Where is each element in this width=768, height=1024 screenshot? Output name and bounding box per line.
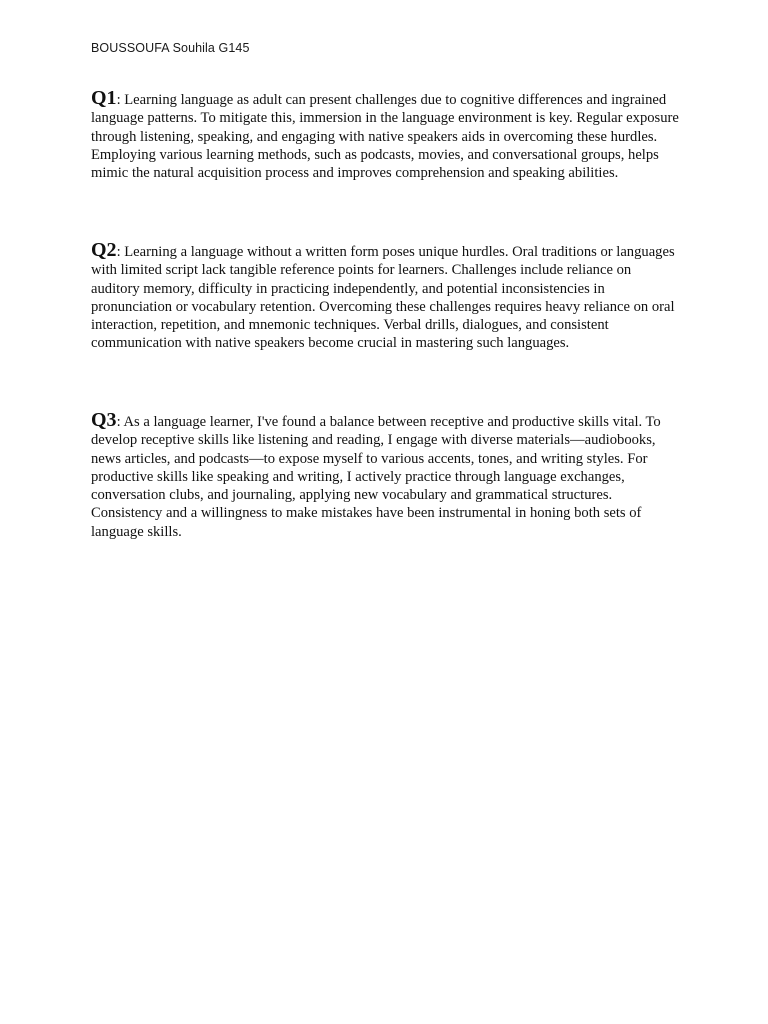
- question-3-answer: : As a language learner, I've found a balance between receptive and productive skills vital. To develop receptive skills like listening and reading, I engage with diverse materials—audiobooks, news articles, and podcasts—to expose myself to various accents, tones, and writing styles. For productive skills like speaking and writing, I actively practice through language exchanges, conversation clubs, and journaling, applying new vocabulary and grammatical structures. Consistency and a willingness to make mistakes have been instrumental in honing both sets of language skills.: [91, 414, 661, 540]
- question-2-label: Q2: [91, 239, 117, 261]
- question-1-answer: : Learning language as adult can present challenges due to cognitive differences and ingrained language patterns. To mitigate this, immersion in the language environment is key. Regular exposure through listening, speaking, and engaging with native speakers aids in overcoming these hurdles. Employing various learning methods, such as podcasts, movies, and conversational groups, helps mimic the natural acquisition process and improves comprehension and speaking abilities.: [91, 92, 679, 182]
- question-3-paragraph: [91, 411, 681, 541]
- question-1-label: Q1: [91, 87, 117, 109]
- question-3-label: Q3: [91, 409, 117, 431]
- author-header: BOUSSOUFA Souhila G145: [91, 41, 250, 55]
- question-2-answer: : Learning a language without a written form poses unique hurdles. Oral traditions or languages with limited script lack tangible reference points for learners. Challenges include reliance on auditory memory, difficulty in practicing independently, and potential inconsistencies in pronunciation or vocabulary retention. Overcoming these challenges requires heavy reliance on oral interaction, repetition, and mnemonic techniques. Verbal drills, dialogues, and consistent communication with native speakers become crucial in mastering such languages.: [91, 244, 675, 352]
- question-1-paragraph: [91, 89, 681, 182]
- question-2-paragraph: [91, 241, 681, 353]
